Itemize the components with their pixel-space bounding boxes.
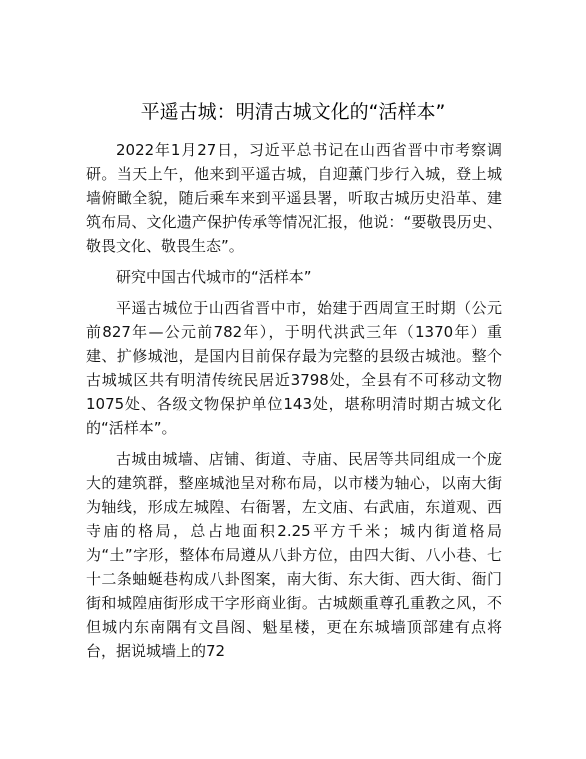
paragraph-history: 平遥古城位于山西省晋中市，始建于西周宣王时期（公元前827年—公元前782年），于明代洪武三年（1370年）重建、扩修城池，是国内目前保存最为完整的县级古城池。整个古城城区共有明清传统民居近3798处，全县有不可移动文物1075处、各级文物保护单位143处，堪称明清时期古城文化的“活样本”。 [86,299,502,437]
section-heading: 研究中国古代城市的“活样本” [116,268,312,286]
article-body [86,138,502,663]
article-title: 平遥古城：明清古城文化的“活样本” [140,101,446,123]
paragraph-layout: 古城由城墙、店铺、街道、寺庙、民居等共同组成一个庞大的建筑群，整座城池呈对称布局，以市楼为轴心，以南大街为轴线，形成左城隍、右衙署，左文庙、右武庙，东道观、西寺庙的格局，总占地面积2.25平方千米；城内街道格局为“土”字形，整体布局遵从八卦方位，由四大街、八小巷、七十二条蚰蜒巷构成八卦图案，南大街、东大街、西大街、衙门街和城隍庙街形成干字形商业街。古城颇重尊孔重教之风，不但城内东南隅有文昌阁、魁星楼，更在东城墙顶部建有点将台，据说城墙上的72 [86,450,502,660]
paragraph-intro: 2022年1月27日，习近平总书记在山西省晋中市考察调研。当天上午，他来到平遥古城，自迎薰门步行入城，登上城墙俯瞰全貌，随后乘车来到平遥县署，听取古城历史沿革、建筑布局、文化遗产保护传承等情况汇报，他说：“要敬畏历史、敬畏文化、敬畏生态”。 [86,141,502,255]
